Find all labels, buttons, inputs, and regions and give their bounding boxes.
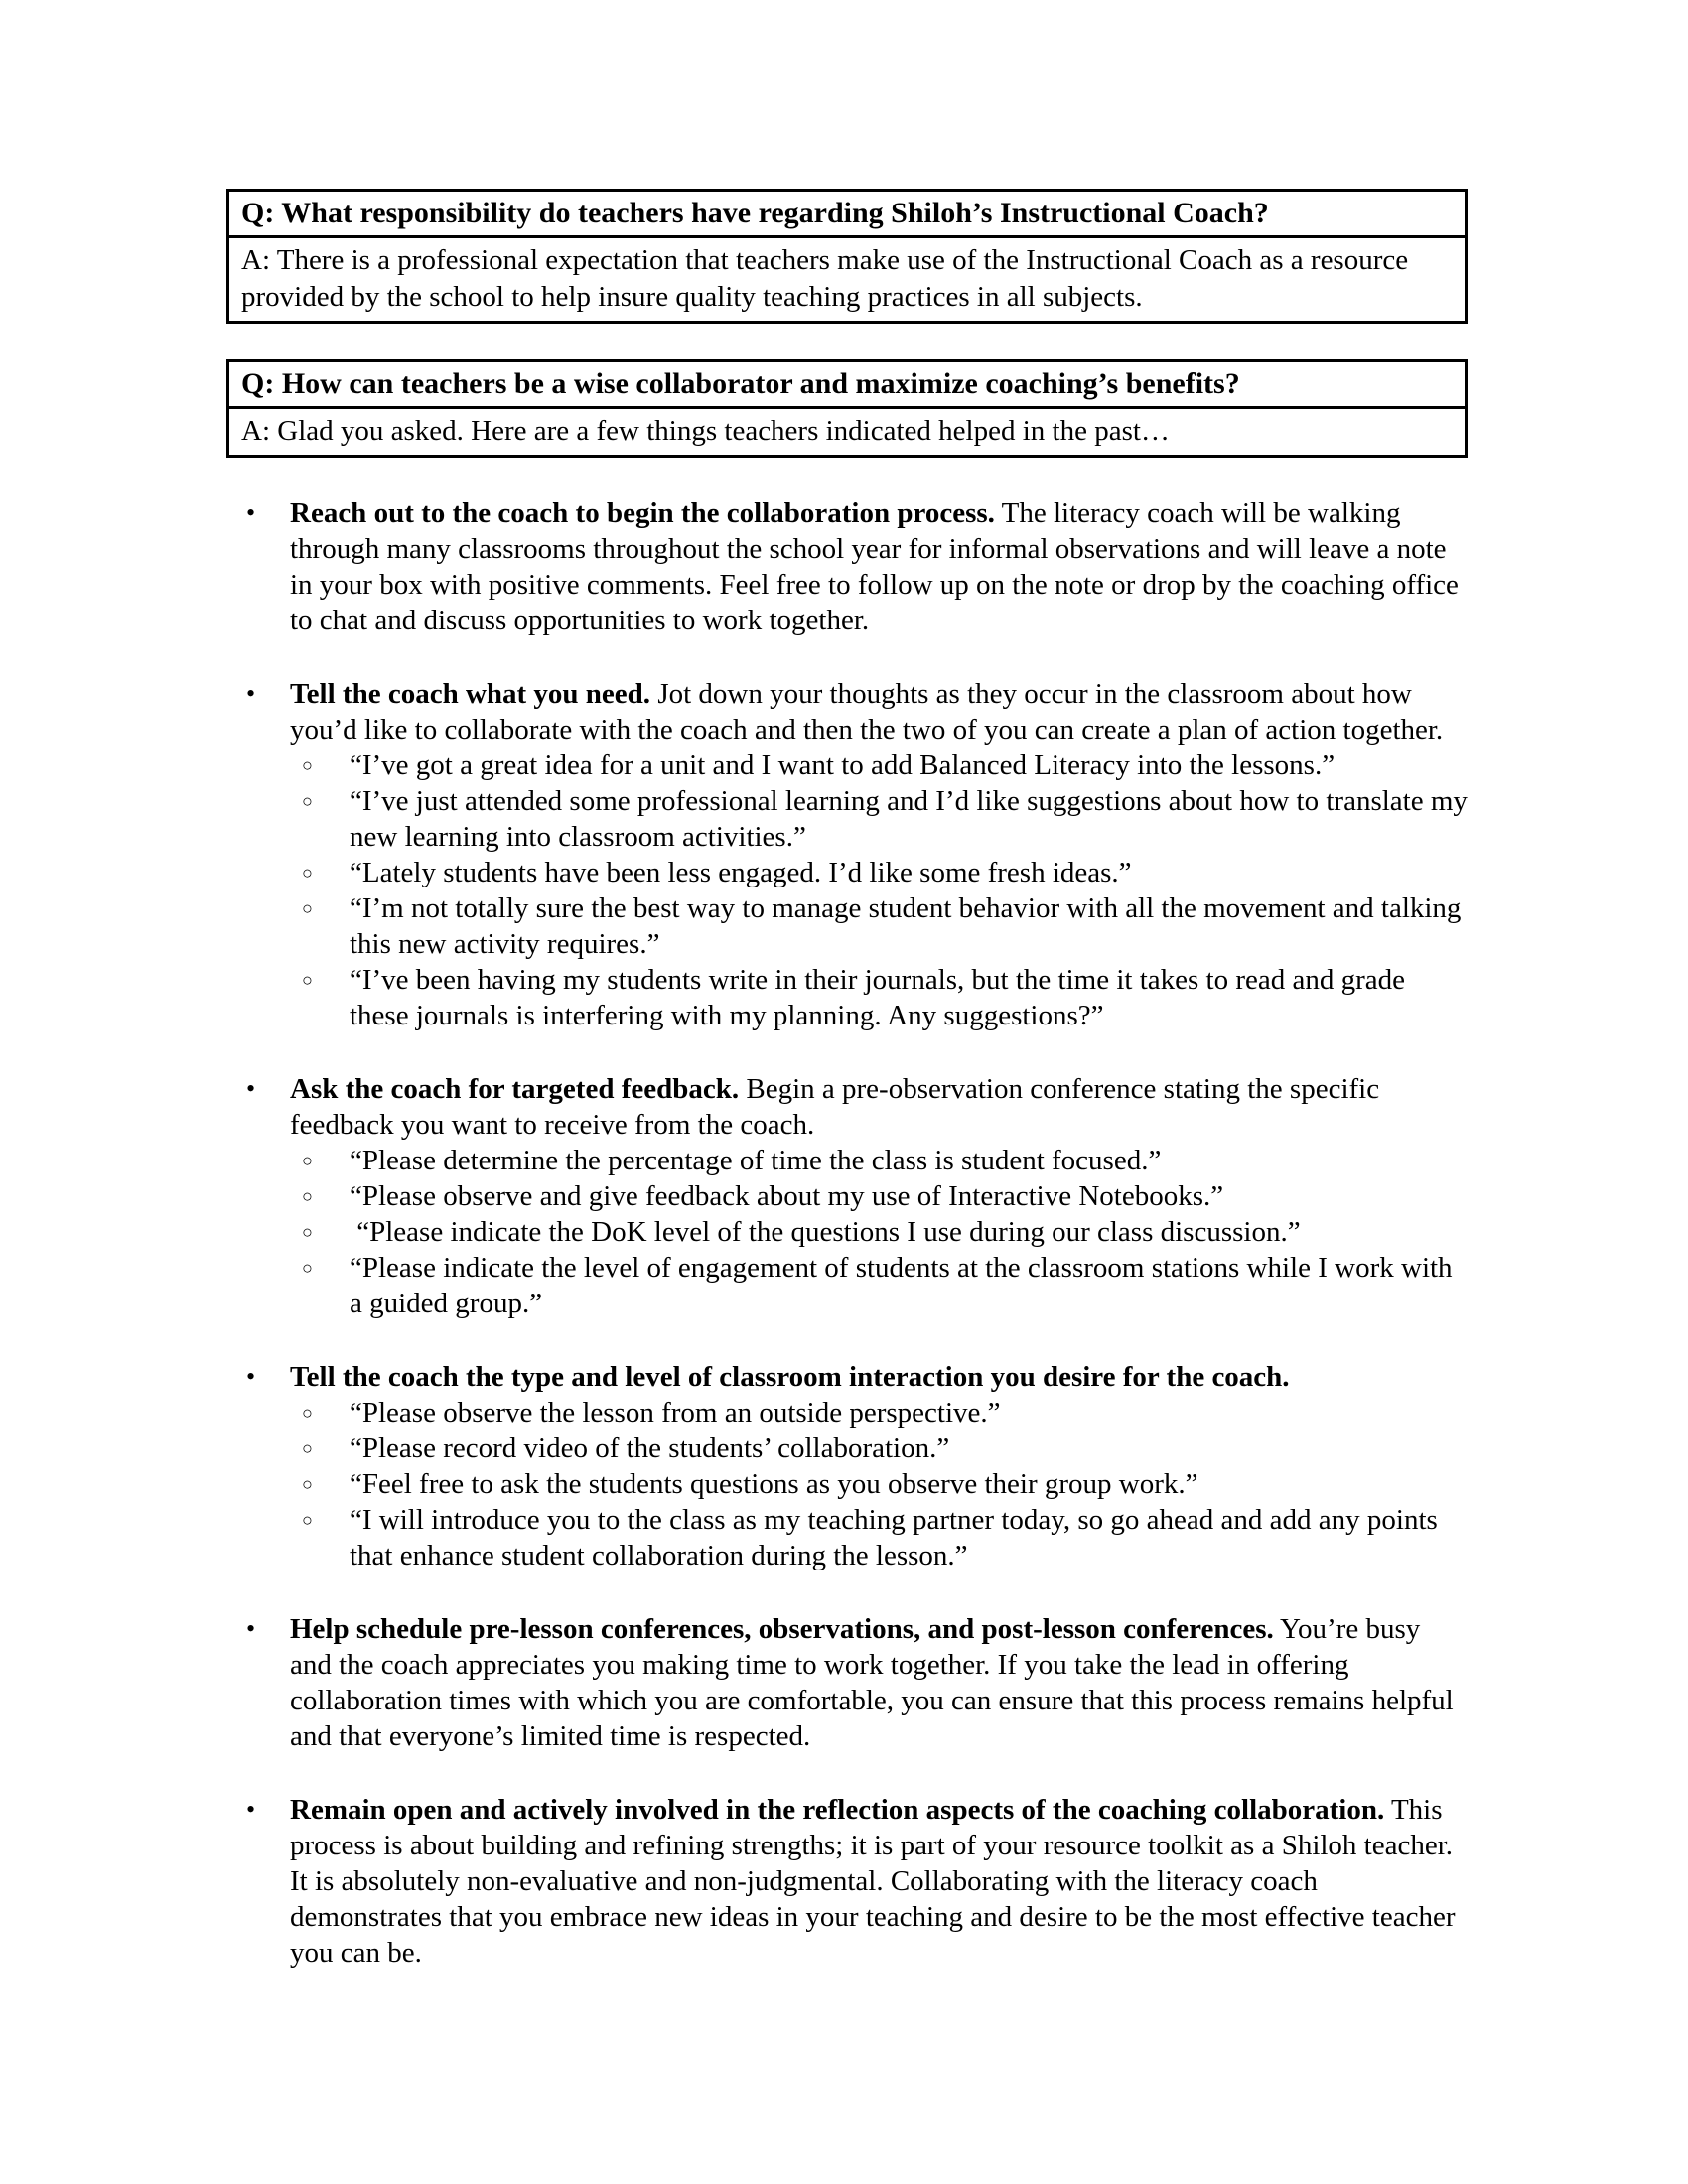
circle-bullet-icon: ○ bbox=[302, 1151, 313, 1170]
sub-list-item bbox=[226, 962, 1468, 1033]
bullet-icon: • bbox=[246, 1795, 256, 1824]
sub-bullet-text: “I will introduce you to the class as my teaching partner today, so go ahead and add any points that enhance student collaboration during the lesson.” bbox=[350, 1504, 1446, 1571]
bullet-lead: Reach out to the coach to begin the collaboration process. bbox=[290, 497, 995, 529]
circle-bullet-icon: ○ bbox=[302, 1186, 313, 1206]
circle-bullet-icon: ○ bbox=[302, 1438, 313, 1458]
sub-list-item bbox=[226, 1395, 1468, 1431]
document-content bbox=[226, 189, 1476, 1971]
sub-bullet-text: “I’m not totally sure the best way to manage student behavior with all the movement and talking this new activity requires.” bbox=[350, 892, 1469, 960]
sub-bullet-text: “Please indicate the DoK level of the questions I use during our class discussion.” bbox=[350, 1216, 1301, 1248]
circle-bullet-icon: ○ bbox=[302, 1258, 313, 1278]
bullet-icon: • bbox=[246, 679, 256, 708]
bullet-body: Begin a pre-observation conference stating the specific feedback you want to receive from the coach. bbox=[290, 1073, 1387, 1141]
bullet-section-help-schedule bbox=[226, 1611, 1468, 1754]
sub-bullet-text: “I’ve just attended some professional learning and I’d like suggestions about how to translate my new learning into classroom activities.” bbox=[350, 785, 1476, 853]
bullet-icon: • bbox=[246, 1362, 256, 1391]
answer-text: A: There is a professional expectation that teachers make use of the Instructional Coach as a resource provided by the school to help insure quality teaching practices in all subjects. bbox=[241, 244, 1409, 313]
sub-bullet-text: “Please observe and give feedback about my use of Interactive Notebooks.” bbox=[350, 1180, 1224, 1212]
bullet-icon: • bbox=[246, 1074, 256, 1103]
question-text: Q: How can teachers be a wise collaborator and maximize coaching’s benefits? bbox=[229, 362, 1465, 409]
bullet-text bbox=[290, 495, 1468, 638]
list-item bbox=[226, 1611, 1468, 1754]
list-item bbox=[226, 1359, 1468, 1395]
sub-list-item bbox=[226, 783, 1476, 855]
sub-list-item bbox=[226, 1250, 1468, 1321]
bullet-lead: Remain open and actively involved in the reflection aspects of the coaching collaboration. bbox=[290, 1794, 1385, 1826]
list-item bbox=[226, 1792, 1468, 1971]
answer-text: A: Glad you asked. Here are a few things teachers indicated helped in the past… bbox=[241, 415, 1170, 447]
sub-bullet-text: “Please indicate the level of engagement of students at the classroom stations while I work with a guided group.” bbox=[350, 1252, 1460, 1319]
bullet-body: This process is about building and refining strengths; it is part of your resource toolkit as a Shiloh teacher. It is absolutely non-evaluative and non-judgmental. Collaborating with the literacy coach demonstrates that you embrace new ideas in your teaching and desire to be the most effective teacher you can be. bbox=[290, 1794, 1463, 1969]
bullet-lead: Tell the coach the type and level of classroom interaction you desire for the coach. bbox=[290, 1361, 1290, 1393]
circle-bullet-icon: ○ bbox=[302, 1403, 313, 1423]
bullet-icon: • bbox=[246, 1614, 256, 1643]
bullet-text bbox=[290, 676, 1468, 748]
circle-bullet-icon: ○ bbox=[302, 791, 313, 811]
sub-list-item bbox=[226, 1466, 1468, 1502]
sub-list-item bbox=[226, 1502, 1468, 1573]
sub-bullet-text: “Please observe the lesson from an outside perspective.” bbox=[350, 1397, 1001, 1429]
sub-list-item bbox=[226, 1214, 1468, 1250]
question-text: Q: What responsibility do teachers have regarding Shiloh’s Instructional Coach? bbox=[229, 192, 1465, 238]
qa-box-wise-collaborator bbox=[226, 359, 1468, 458]
bullet-body: The literacy coach will be walking through many classrooms throughout the school year for informal observations and will leave a note in your box with positive comments. Feel free to follow up on the note or drop by the coaching office to chat and discuss opportunities to work together. bbox=[290, 497, 1467, 636]
sub-list-item bbox=[226, 748, 1468, 783]
list-item bbox=[226, 676, 1468, 748]
bullet-text bbox=[290, 1359, 1468, 1395]
circle-bullet-icon: ○ bbox=[302, 970, 313, 990]
bullet-section-remain-open bbox=[226, 1792, 1468, 1971]
bullet-section-reach-out bbox=[226, 495, 1468, 638]
bullet-section-targeted-feedback bbox=[226, 1071, 1468, 1321]
bullet-text bbox=[290, 1611, 1468, 1754]
bullet-lead: Tell the coach what you need. bbox=[290, 678, 651, 710]
circle-bullet-icon: ○ bbox=[302, 755, 313, 775]
list-item bbox=[226, 495, 1468, 638]
bullet-icon: • bbox=[246, 498, 256, 527]
sub-bullet-text: “Please record video of the students’ collaboration.” bbox=[350, 1433, 950, 1464]
bullet-body: You’re busy and the coach appreciates you making time to work together. If you take the lead in offering collaboration times with which you are comfortable, you can ensure that this process remains helpful and that everyone’s limited time is respected. bbox=[290, 1613, 1461, 1752]
circle-bullet-icon: ○ bbox=[302, 863, 313, 883]
bullet-body: Jot down your thoughts as they occur in the classroom about how you’d like to collaborate with the coach and then the two of you can create a plan of action together. bbox=[290, 678, 1444, 746]
sub-list-item bbox=[226, 1143, 1468, 1178]
sub-list-item bbox=[226, 1178, 1468, 1214]
bullet-section-classroom-interaction bbox=[226, 1359, 1468, 1573]
circle-bullet-icon: ○ bbox=[302, 898, 313, 918]
sub-list-item bbox=[226, 1431, 1468, 1466]
sub-bullet-text: “I’ve been having my students write in their journals, but the time it takes to read and grade these journals is interfering with my planning. Any suggestions?” bbox=[350, 964, 1413, 1031]
circle-bullet-icon: ○ bbox=[302, 1222, 313, 1242]
bullet-text bbox=[290, 1792, 1468, 1971]
bullet-lead: Ask the coach for targeted feedback. bbox=[290, 1073, 740, 1105]
sub-bullet-text: “Please determine the percentage of time the class is student focused.” bbox=[350, 1145, 1162, 1176]
circle-bullet-icon: ○ bbox=[302, 1510, 313, 1530]
sub-bullet-text: “I’ve got a great idea for a unit and I want to add Balanced Literacy into the lessons.” bbox=[350, 750, 1336, 781]
sub-bullet-text: “Lately students have been less engaged. I’d like some fresh ideas.” bbox=[350, 857, 1132, 888]
qa-box-responsibility bbox=[226, 189, 1468, 324]
sub-list-item bbox=[226, 890, 1468, 962]
bullet-text bbox=[290, 1071, 1468, 1143]
sub-bullet-text: “Feel free to ask the students questions as you observe their group work.” bbox=[350, 1468, 1198, 1500]
bullet-section-tell-coach-need bbox=[226, 676, 1476, 1033]
sub-list-item bbox=[226, 855, 1468, 890]
bullet-lead: Help schedule pre-lesson conferences, observations, and post-lesson conferences. bbox=[290, 1613, 1274, 1645]
list-item bbox=[226, 1071, 1468, 1143]
circle-bullet-icon: ○ bbox=[302, 1474, 313, 1494]
